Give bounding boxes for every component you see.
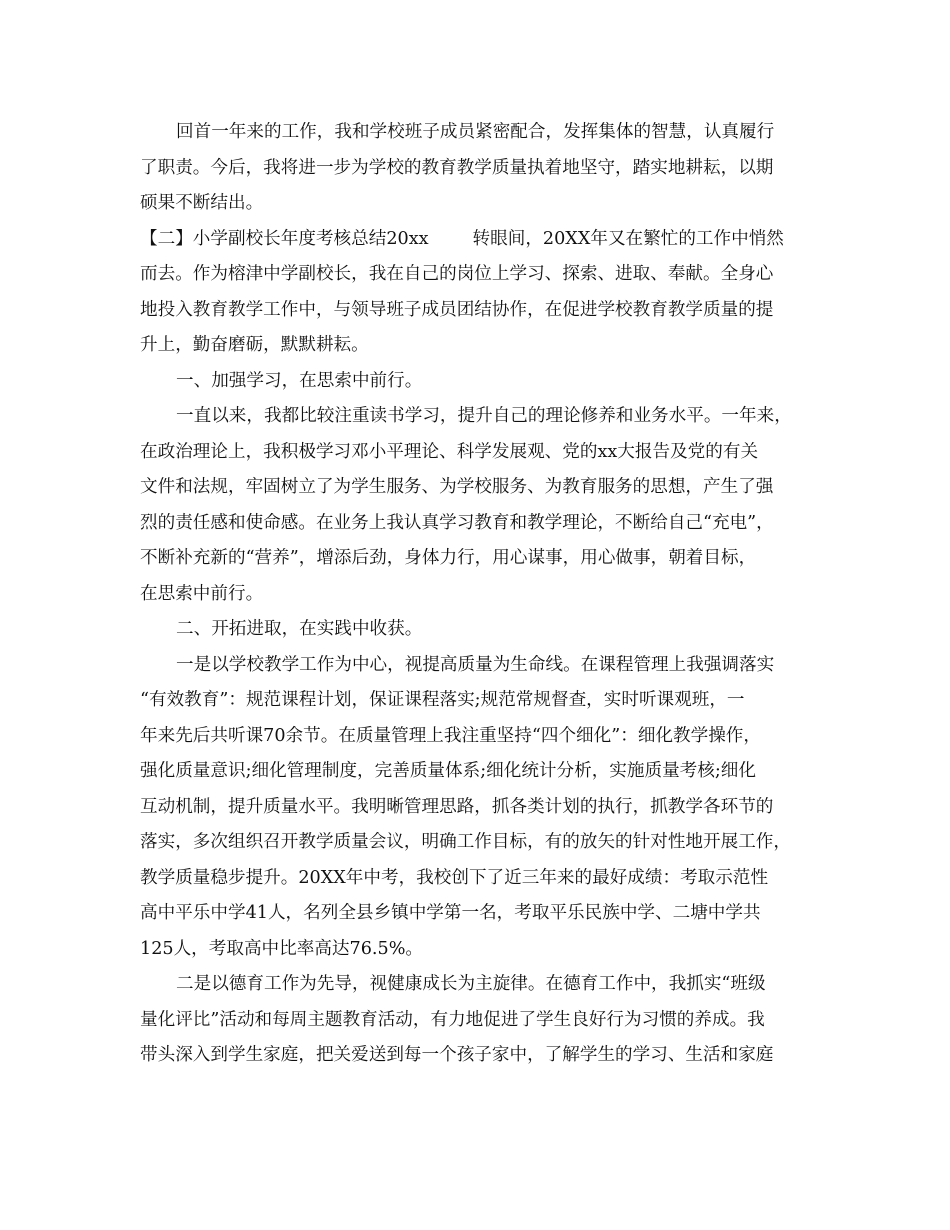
text-line — [140, 186, 810, 222]
text-line — [140, 932, 810, 968]
text-line — [140, 435, 810, 471]
text-line-content: 不断补充新的“营养”，增添后劲，身体力行，用心谋事，用心做事，朝着目标， — [140, 548, 757, 568]
text-line-content: 一、加强学习，在思索中前行。 — [176, 370, 423, 391]
text-line-content: 硕果不断结出。 — [140, 193, 264, 213]
text-line-content: 年来先后共听课70余节。在质量管理上我注重坚持“四个细化”：细化教学操作， — [140, 725, 761, 746]
text-line-content: 落实，多次组织召开教学质量会议，明确工作目标，有的放矢的针对性地开展工作， — [140, 832, 791, 852]
text-line-content: 互动机制，提升质量水平。我明晰管理思路，抓各类计划的执行，抓教学各环节的 — [140, 796, 774, 817]
text-line — [140, 293, 810, 329]
text-line-content: 教学质量稳步提升。20XX年中考，我校创下了近三年来的最好成绩：考取示范性 — [140, 867, 769, 888]
text-line — [140, 399, 810, 435]
text-line — [140, 364, 810, 400]
text-line-content: 了职责。今后，我将进一步为学校的教育教学质量执着地坚守，踏实地耕耘，以期 — [140, 157, 774, 178]
text-line-content: 升上，勤奋磨砺，默默耕耘。 — [140, 335, 369, 355]
text-line — [140, 648, 810, 684]
text-line — [140, 612, 810, 648]
text-line-content: 量化评比”活动和每周主题教育活动，有力地促进了学生良好行为习惯的养成。我 — [140, 1009, 765, 1030]
text-line — [140, 790, 810, 826]
text-line-content: 烈的责任感和使命感。在业务上我认真学习教育和教学理论，不断给自己“充电”， — [140, 512, 774, 533]
text-line-content: 125人，考取高中比率高达76.5%。 — [140, 938, 424, 959]
text-line — [140, 754, 810, 790]
text-line-content: “有效教育”：规范课程计划，保证课程落实;规范常规督查，实时听课观班，一 — [140, 690, 745, 710]
text-line — [140, 1003, 810, 1039]
text-line-tail: 转眼间，20XX年又在繁忙的工作中悄然 — [472, 228, 784, 249]
text-line — [140, 577, 810, 613]
text-line — [140, 151, 810, 187]
text-line — [140, 328, 810, 364]
text-line-content: 一是以学校教学工作为中心，视提高质量为生命线。在课程管理上我强调落实 — [176, 654, 775, 675]
text-line-content: 二、开拓进取，在实践中收获。 — [176, 619, 423, 639]
text-line-content: 而去。作为榕津中学副校长，我在自己的岗位上学习、探索、进取、奉献。全身心 — [140, 264, 774, 284]
text-line-content: 回首一年来的工作，我和学校班子成员紧密配合，发挥集体的智慧，认真履行 — [176, 122, 775, 142]
text-line-content: 二是以德育工作为先导，视健康成长为主旋律。在德育工作中，我抓实“班级 — [176, 974, 766, 994]
text-line — [140, 719, 810, 755]
text-line-content: 强化质量意识;细化管理制度，完善质量体系;细化统计分析，实施质量考核;细化 — [140, 761, 756, 781]
text-line-content: 在政治理论上，我积极学习邓小平理论、科学发展观、党的xx大报告及党的有关 — [140, 441, 759, 462]
document-body — [140, 115, 810, 1074]
text-line-content: 地投入教育教学工作中，与领导班子成员团结协作，在促进学校教育教学质量的提 — [140, 299, 774, 320]
text-line-content: 在思索中前行。 — [140, 583, 264, 604]
text-line-content: 高中平乐中学41人，名列全县乡镇中学第一名，考取平乐民族中学、二塘中学共 — [140, 903, 761, 923]
text-line — [140, 541, 810, 577]
text-line-content: 带头深入到学生家庭，把关爱送到每一个孩子家中，了解学生的学习、生活和家庭 — [140, 1045, 774, 1065]
text-line — [140, 1038, 810, 1074]
text-line — [140, 967, 810, 1003]
text-line-content: 一直以来，我都比较注重读书学习，提升自己的理论修养和业务水平。一年来， — [176, 406, 792, 426]
text-line — [140, 115, 810, 151]
text-line-content: 文件和法规，牢固树立了为学生服务、为学校服务、为教育服务的思想，产生了强 — [140, 477, 774, 497]
text-line — [140, 222, 810, 258]
text-line-content: 【二】小学副校长年度考核总结20xx — [140, 228, 429, 249]
text-line — [140, 861, 810, 897]
text-line — [140, 257, 810, 293]
text-line — [140, 683, 810, 719]
text-line — [140, 506, 810, 542]
text-line — [140, 825, 810, 861]
text-line — [140, 896, 810, 932]
text-line — [140, 470, 810, 506]
